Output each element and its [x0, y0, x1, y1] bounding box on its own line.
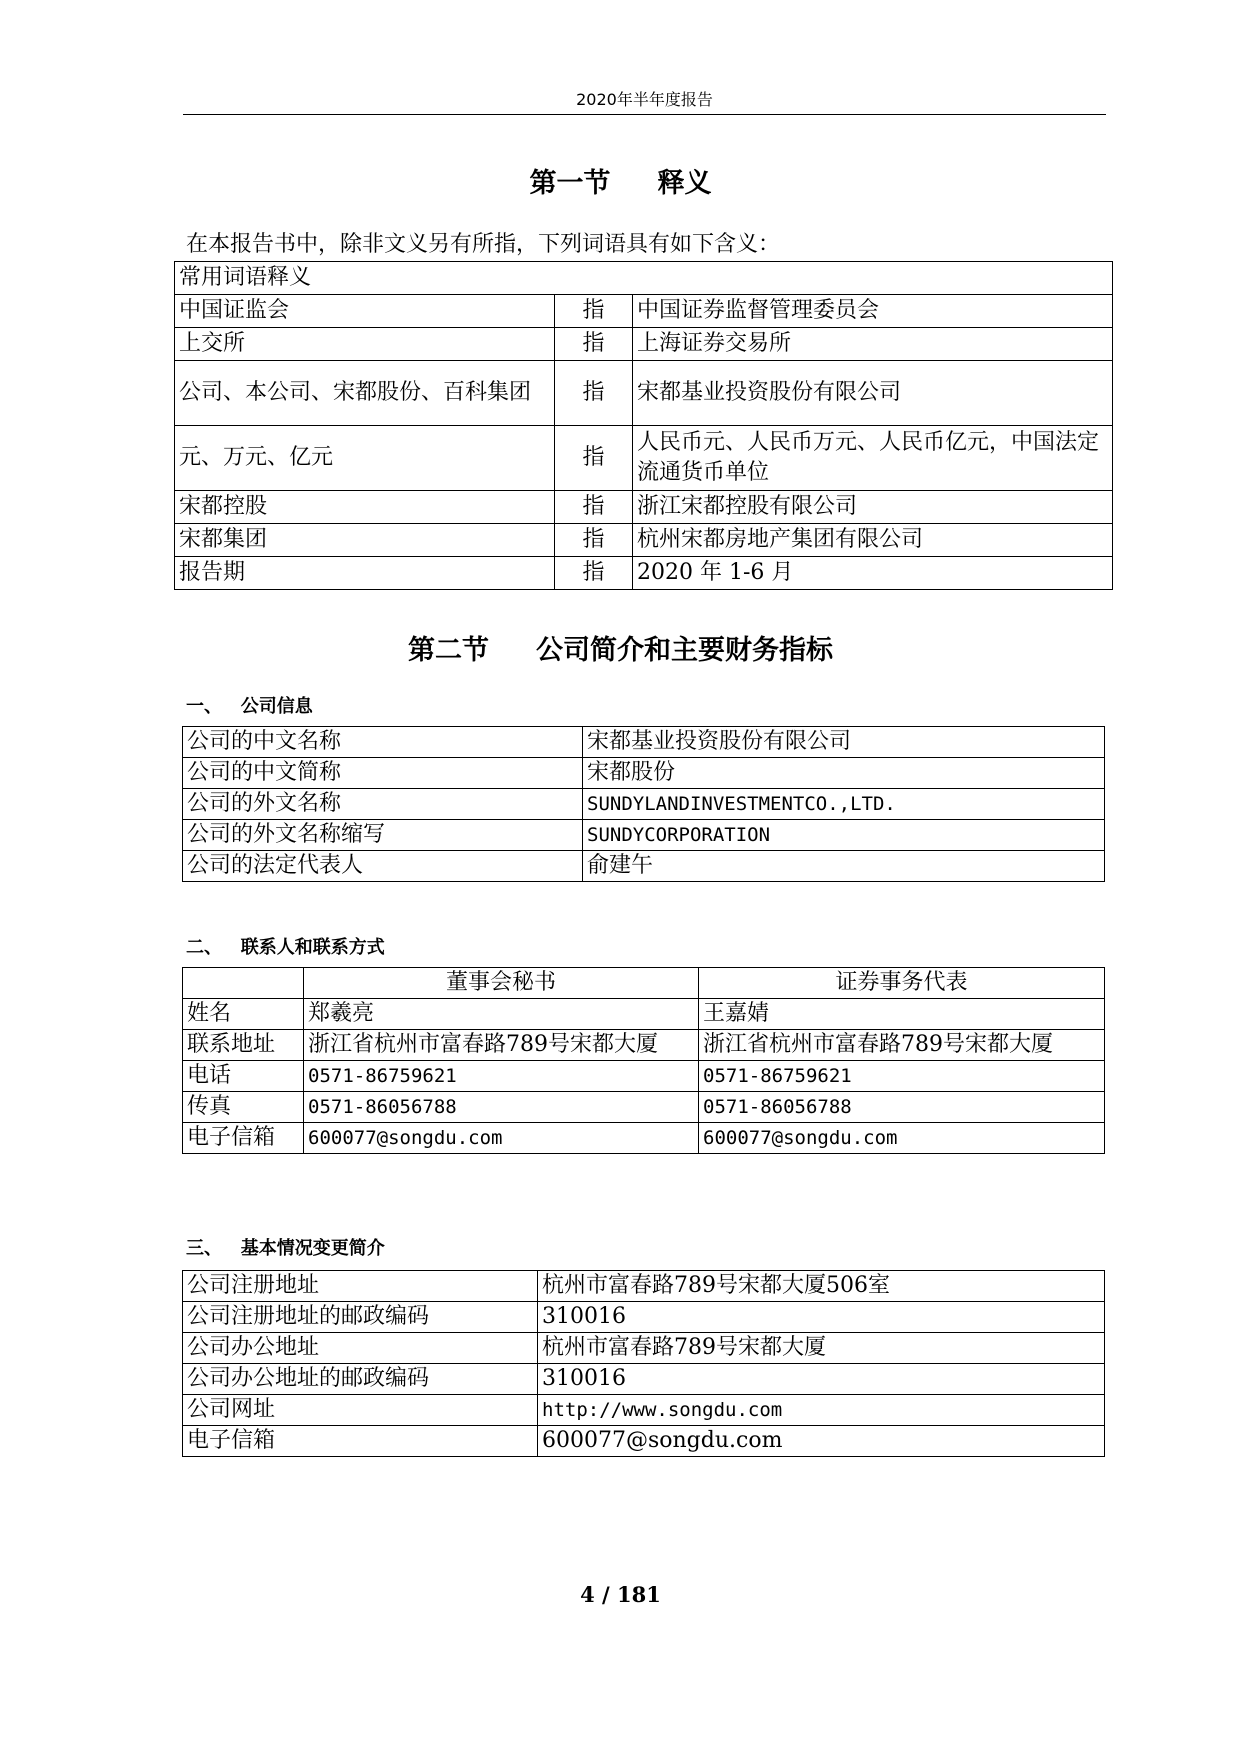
term-cell: 上交所	[175, 328, 555, 361]
email-cell: 600077@songdu.com	[538, 1426, 1105, 1457]
term-cell: 公司、本公司、宋都股份、百科集团	[175, 361, 555, 426]
definition-cell: 2020 年 1-6 月	[633, 557, 1113, 590]
value-cell: 宋都基业投资股份有限公司	[583, 727, 1105, 758]
label-cell: 公司的外文名称缩写	[183, 820, 583, 851]
website-cell: http://www.songdu.com	[538, 1395, 1105, 1426]
value-cell: SUNDYLANDINVESTMENTCO.,LTD.	[583, 789, 1105, 820]
label-cell: 联系地址	[183, 1030, 304, 1061]
refers-cell: 指	[555, 426, 633, 491]
label-cell: 公司办公地址	[183, 1333, 538, 1364]
label-cell: 姓名	[183, 999, 304, 1030]
value-cell: 310016	[538, 1302, 1105, 1333]
label-cell: 电子信箱	[183, 1123, 304, 1154]
table-row	[183, 1123, 1105, 1154]
value-cell: SUNDYCORPORATION	[583, 820, 1105, 851]
column-header	[183, 968, 304, 999]
table-row	[175, 295, 1113, 328]
table-row	[175, 361, 1113, 426]
refers-cell: 指	[555, 557, 633, 590]
table-row	[183, 1092, 1105, 1123]
rep-cell: 王嘉婧	[699, 999, 1105, 1030]
rep-email-cell: 600077@songdu.com	[699, 1123, 1105, 1154]
label-cell: 公司的中文简称	[183, 758, 583, 789]
term-cell: 宋都集团	[175, 524, 555, 557]
label-cell: 公司的中文名称	[183, 727, 583, 758]
table-row	[183, 1302, 1105, 1333]
refers-cell: 指	[555, 361, 633, 426]
table-header-row	[183, 968, 1105, 999]
table-row	[183, 1030, 1105, 1061]
company-info-heading: 一、 公司信息	[186, 696, 313, 717]
secretary-cell: 郑羲亮	[304, 999, 699, 1030]
rep-cell: 0571-86056788	[699, 1092, 1105, 1123]
table-row	[175, 557, 1113, 590]
term-cell: 中国证监会	[175, 295, 555, 328]
label-cell: 公司的法定代表人	[183, 851, 583, 882]
page-number: 4 / 181	[580, 1582, 661, 1607]
table-row	[183, 1061, 1105, 1092]
label-cell: 公司的外文名称	[183, 789, 583, 820]
header-rule	[183, 114, 1106, 115]
label-cell: 公司注册地址	[183, 1271, 538, 1302]
table-row	[183, 1426, 1105, 1457]
running-header: 2020年半年度报告	[576, 90, 713, 109]
section1-intro: 在本报告书中，除非文义另有所指，下列词语具有如下含义：	[186, 232, 781, 257]
label-cell: 电子信箱	[183, 1426, 538, 1457]
definition-cell: 杭州宋都房地产集团有限公司	[633, 524, 1113, 557]
definitions-table-header: 常用词语释义	[175, 262, 1113, 295]
column-header: 证券事务代表	[699, 968, 1105, 999]
secretary-cell: 0571-86056788	[304, 1092, 699, 1123]
term-cell: 宋都控股	[175, 491, 555, 524]
definition-cell: 宋都基业投资股份有限公司	[633, 361, 1113, 426]
table-row	[183, 1271, 1105, 1302]
secretary-cell: 0571-86759621	[304, 1061, 699, 1092]
rep-cell: 浙江省杭州市富春路789号宋都大厦	[699, 1030, 1105, 1061]
value-cell: 310016	[538, 1364, 1105, 1395]
basic-info-heading: 三、 基本情况变更简介	[186, 1238, 385, 1259]
section1-title: 第一节 释义	[529, 168, 712, 199]
rep-cell: 0571-86759621	[699, 1061, 1105, 1092]
definition-cell: 上海证券交易所	[633, 328, 1113, 361]
label-cell: 传真	[183, 1092, 304, 1123]
refers-cell: 指	[555, 491, 633, 524]
basic-info-table	[182, 1270, 1105, 1457]
term-cell: 元、万元、亿元	[175, 426, 555, 491]
contacts-heading: 二、 联系人和联系方式	[186, 937, 385, 958]
table-row	[183, 758, 1105, 789]
label-cell: 电话	[183, 1061, 304, 1092]
refers-cell: 指	[555, 295, 633, 328]
table-row	[183, 727, 1105, 758]
secretary-email-cell: 600077@songdu.com	[304, 1123, 699, 1154]
term-cell: 报告期	[175, 557, 555, 590]
definitions-table	[174, 261, 1113, 590]
definition-cell: 人民币元、人民币万元、人民币亿元，中国法定流通货币单位	[633, 426, 1113, 491]
table-row	[183, 789, 1105, 820]
table-row	[183, 1395, 1105, 1426]
table-row	[183, 1333, 1105, 1364]
table-row	[175, 524, 1113, 557]
label-cell: 公司网址	[183, 1395, 538, 1426]
secretary-cell: 浙江省杭州市富春路789号宋都大厦	[304, 1030, 699, 1061]
value-cell: 杭州市富春路789号宋都大厦506室	[538, 1271, 1105, 1302]
value-cell: 宋都股份	[583, 758, 1105, 789]
refers-cell: 指	[555, 524, 633, 557]
table-row	[183, 820, 1105, 851]
table-row	[175, 426, 1113, 491]
table-row	[183, 999, 1105, 1030]
value-cell: 俞建午	[583, 851, 1105, 882]
value-cell: 杭州市富春路789号宋都大厦	[538, 1333, 1105, 1364]
definition-cell: 浙江宋都控股有限公司	[633, 491, 1113, 524]
label-cell: 公司办公地址的邮政编码	[183, 1364, 538, 1395]
table-row	[175, 262, 1113, 295]
column-header: 董事会秘书	[304, 968, 699, 999]
company-info-table	[182, 726, 1105, 882]
label-cell: 公司注册地址的邮政编码	[183, 1302, 538, 1333]
table-row	[183, 1364, 1105, 1395]
table-row	[175, 491, 1113, 524]
definition-cell: 中国证券监督管理委员会	[633, 295, 1113, 328]
table-row	[175, 328, 1113, 361]
section2-title: 第二节 公司简介和主要财务指标	[408, 635, 833, 666]
table-row	[183, 851, 1105, 882]
refers-cell: 指	[555, 328, 633, 361]
contacts-table	[182, 967, 1105, 1154]
